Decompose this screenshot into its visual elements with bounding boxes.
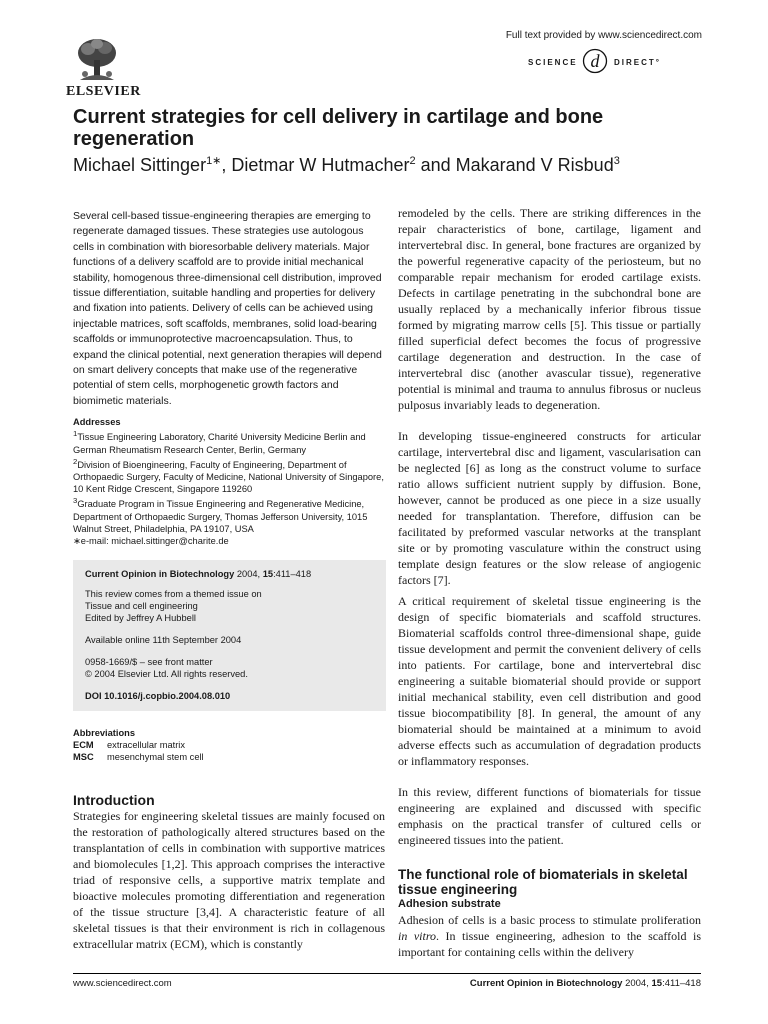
introduction-paragraph: Strategies for engineering skeletal tissues are mainly focused on the restoration of pathologically altered structures based on the transplantation of cells in combination with supportive matrices and biomolecules [1,2]. This approach comprises the interactive triad of responsive cells, a supportive matrix template and bioactive molecules promoting differentiation and regeneration of the tissue structure [3,4]. A characteristic feature of all skeletal tissues is that their environment is rich in collagenous extracellular matrix (ECM), which is constantly bbox=[73, 809, 385, 951]
full-text-notice: Full text provided by www.sciencedirect.com bbox=[505, 30, 702, 41]
abbreviation-key: ECM bbox=[73, 740, 94, 750]
abbreviations-block bbox=[73, 727, 385, 763]
author-affiliation-mark: 1∗ bbox=[206, 155, 222, 167]
paragraph-text: Adhesion of cells is a basic process to stimulate proliferation bbox=[398, 913, 701, 927]
author-name: Michael Sittinger bbox=[73, 155, 207, 175]
issn-line: 0958-1669/$ – see front matter bbox=[85, 657, 213, 667]
section-heading: The functional role of biomaterials in skeletal tissue engineering bbox=[398, 867, 688, 897]
address-item bbox=[73, 456, 385, 496]
body-paragraph: In this review, different functions of biomaterials for tissue engineering are explained and discussed with specific emphasis on the practical transfer of cultured cells or engineered tissues into the patient. bbox=[398, 785, 701, 847]
citation-pages: :411–418 bbox=[273, 569, 312, 579]
body-paragraph: In developing tissue-engineered constructs for articular cartilage, intervertebral disc and ligament, vascularisation can be neglected [6] as long as the construct volume to surface ratio allows sufficient nutrient supply by diffusion. Bone, however, cannot be produced as one piece in a size usually needed for transplantation. Therefore, diffusion can be facilitated by preformed vascular networks at the transplant site or by promoting vasculature within the construct using template design features or the slow release of angiogenic factors [7]. bbox=[398, 429, 701, 587]
author-separator: and bbox=[415, 155, 456, 175]
available-online: Available online 11th September 2004 bbox=[85, 635, 242, 645]
footer-pages: :411–418 bbox=[662, 978, 701, 989]
addresses-block bbox=[73, 416, 385, 547]
citation-year: 2004, bbox=[236, 569, 261, 579]
logo-word-direct: DIRECT° bbox=[614, 58, 661, 67]
author-affiliation-mark: 2 bbox=[409, 155, 416, 167]
address-text: Tissue Engineering Laboratory, Charité University Medicine Berlin and German Rheumatism Research Center, Berlin, Germany bbox=[73, 432, 366, 455]
svg-text:d: d bbox=[590, 51, 600, 71]
abstract: Several cell-based tissue-engineering therapies are emerging to regenerate damaged tissues. These strategies use autologous cells in combination with bioresorbable delivery materials. Major functions of a delivery scaffold are to provide initial mechanical stability, homogenous three-dimensional cell distribution, improved tissue differentiation, suitable handling and properties for delivery and fixation into patients. Delivery of cells can be achieved using injectable matrices, soft scaffolds, membranes, solid load-bearing scaffolds or immunoprotective macroencapsulation. Thus, to expand the clinical potential, next generation therapies will depend on smart delivery concepts that make use of the regenerative potential of stem cells, morphogenetic growth factors and biomimetic materials. bbox=[73, 210, 382, 407]
footer-journal: Current Opinion in Biotechnology bbox=[469, 978, 623, 989]
elsevier-tree-logo-icon bbox=[74, 36, 120, 82]
journal-name: Current Opinion in Biotechnology bbox=[85, 569, 235, 579]
address-mark: 3 bbox=[73, 496, 78, 506]
author-affiliation-mark: 3 bbox=[613, 155, 620, 167]
doi-line: DOI 10.1016/j.copbio.2004.08.010 bbox=[85, 691, 231, 701]
citation-line bbox=[85, 568, 311, 580]
footer-rule bbox=[73, 973, 701, 974]
address-text: Division of Bioengineering, Faculty of Engineering, Department of Orthopaedic Surgery, Faculty of Medicine, National University of Singapore, 10 Kent Ridge Crescent, Singapore 119260 bbox=[73, 459, 384, 495]
body-paragraph: A critical requirement of skeletal tissue engineering is the design of specific biomaterials and scaffold structures. Biomaterial scaffolds control three-dimensional shape, guide tissue development and permit the convenient delivery of cells into patients. For cartilage, bone and intervertebral disc engineering a suitable biomaterial should provide or support initial mechanical stability, even cell distribution and good tissue biocompatibility [8]. In general, the amount of any biomaterial should be maintained at a minimum to avoid adverse effects such as accumulation of degradation products or inflammatory responses. bbox=[398, 594, 701, 768]
address-item bbox=[73, 428, 385, 456]
addresses-heading: Addresses bbox=[73, 417, 121, 427]
paragraph-italic-text: in vitro bbox=[398, 929, 437, 943]
address-mark: 1 bbox=[73, 429, 78, 439]
author-separator: , bbox=[221, 155, 232, 175]
author-name: Makarand V Risbud bbox=[455, 155, 614, 175]
author-name: Dietmar W Hutmacher bbox=[231, 155, 410, 175]
article-title: Current strategies for cell delivery in cartilage and bone regeneration bbox=[73, 106, 604, 150]
sciencedirect-logo bbox=[520, 46, 672, 82]
body-paragraph: remodeled by the cells. There are striking differences in the repair characteristics of bone, cartilage, ligament and intervertebral disc. In general, bone fractures are organized by the powerful regenerative capacity of the periosteum, but no comparable repair mechanism for eroded cartilage exists. Defects in cartilage penetrating in the subchondral bone are usually replaced by a mechanically inferior fibrous tissue formed by migrating marrow cells [5]. This tissue or partially filled superficial defect becomes the focus of progressive cartilage degeneration and destruction. In the case of intervertebral disc (another avascular tissue), regenerative potential is minimal and trauma to annulus fibrosus or nucleus pulposus invariably leads to degeneration. bbox=[398, 206, 701, 412]
footer-year: 2004, bbox=[625, 978, 649, 989]
themed-issue-line: This review comes from a themed issue on bbox=[85, 589, 262, 599]
abbreviation-value: mesenchymal stem cell bbox=[107, 752, 204, 762]
address-text: Graduate Program in Tissue Engineering and Regenerative Medicine, Department of Orthopaedic Surgery, Thomas Jefferson University, 1015 Walnut Street, Philadelphia, PA 19107, USA bbox=[73, 499, 368, 534]
article-info-box bbox=[73, 560, 386, 711]
address-item bbox=[73, 495, 385, 535]
citation-volume: 15 bbox=[262, 569, 274, 579]
logo-word-science: SCIENCE bbox=[528, 58, 578, 67]
abbreviation-value: extracellular matrix bbox=[107, 740, 186, 750]
themed-issue-topic: Tissue and cell engineering bbox=[85, 601, 198, 611]
address-mark: 2 bbox=[73, 456, 78, 466]
paragraph-text: . In tissue engineering, adhesion to the scaffold is important for containing cells within the delivery bbox=[398, 929, 701, 959]
publisher-name: ELSEVIER bbox=[66, 84, 141, 99]
abbreviation-item bbox=[73, 739, 385, 751]
introduction-heading: Introduction bbox=[73, 792, 155, 808]
corresponding-email: ∗e-mail: michael.sittinger@charite.de bbox=[73, 536, 229, 547]
body-paragraph bbox=[398, 912, 701, 960]
abbreviation-key: MSC bbox=[73, 752, 94, 762]
sciencedirect-at-icon bbox=[582, 48, 608, 74]
footer-citation bbox=[470, 978, 701, 989]
themed-issue-editor: Edited by Jeffrey A Hubbell bbox=[85, 613, 196, 623]
footer-volume: 15 bbox=[651, 978, 663, 989]
footer-website-link[interactable]: www.sciencedirect.com bbox=[73, 978, 172, 989]
abbreviation-item bbox=[73, 751, 385, 763]
author-list bbox=[73, 150, 713, 176]
copyright-line: © 2004 Elsevier Ltd. All rights reserved. bbox=[85, 669, 248, 679]
subsection-heading: Adhesion substrate bbox=[398, 898, 501, 910]
abbreviations-heading: Abbreviations bbox=[73, 728, 135, 738]
